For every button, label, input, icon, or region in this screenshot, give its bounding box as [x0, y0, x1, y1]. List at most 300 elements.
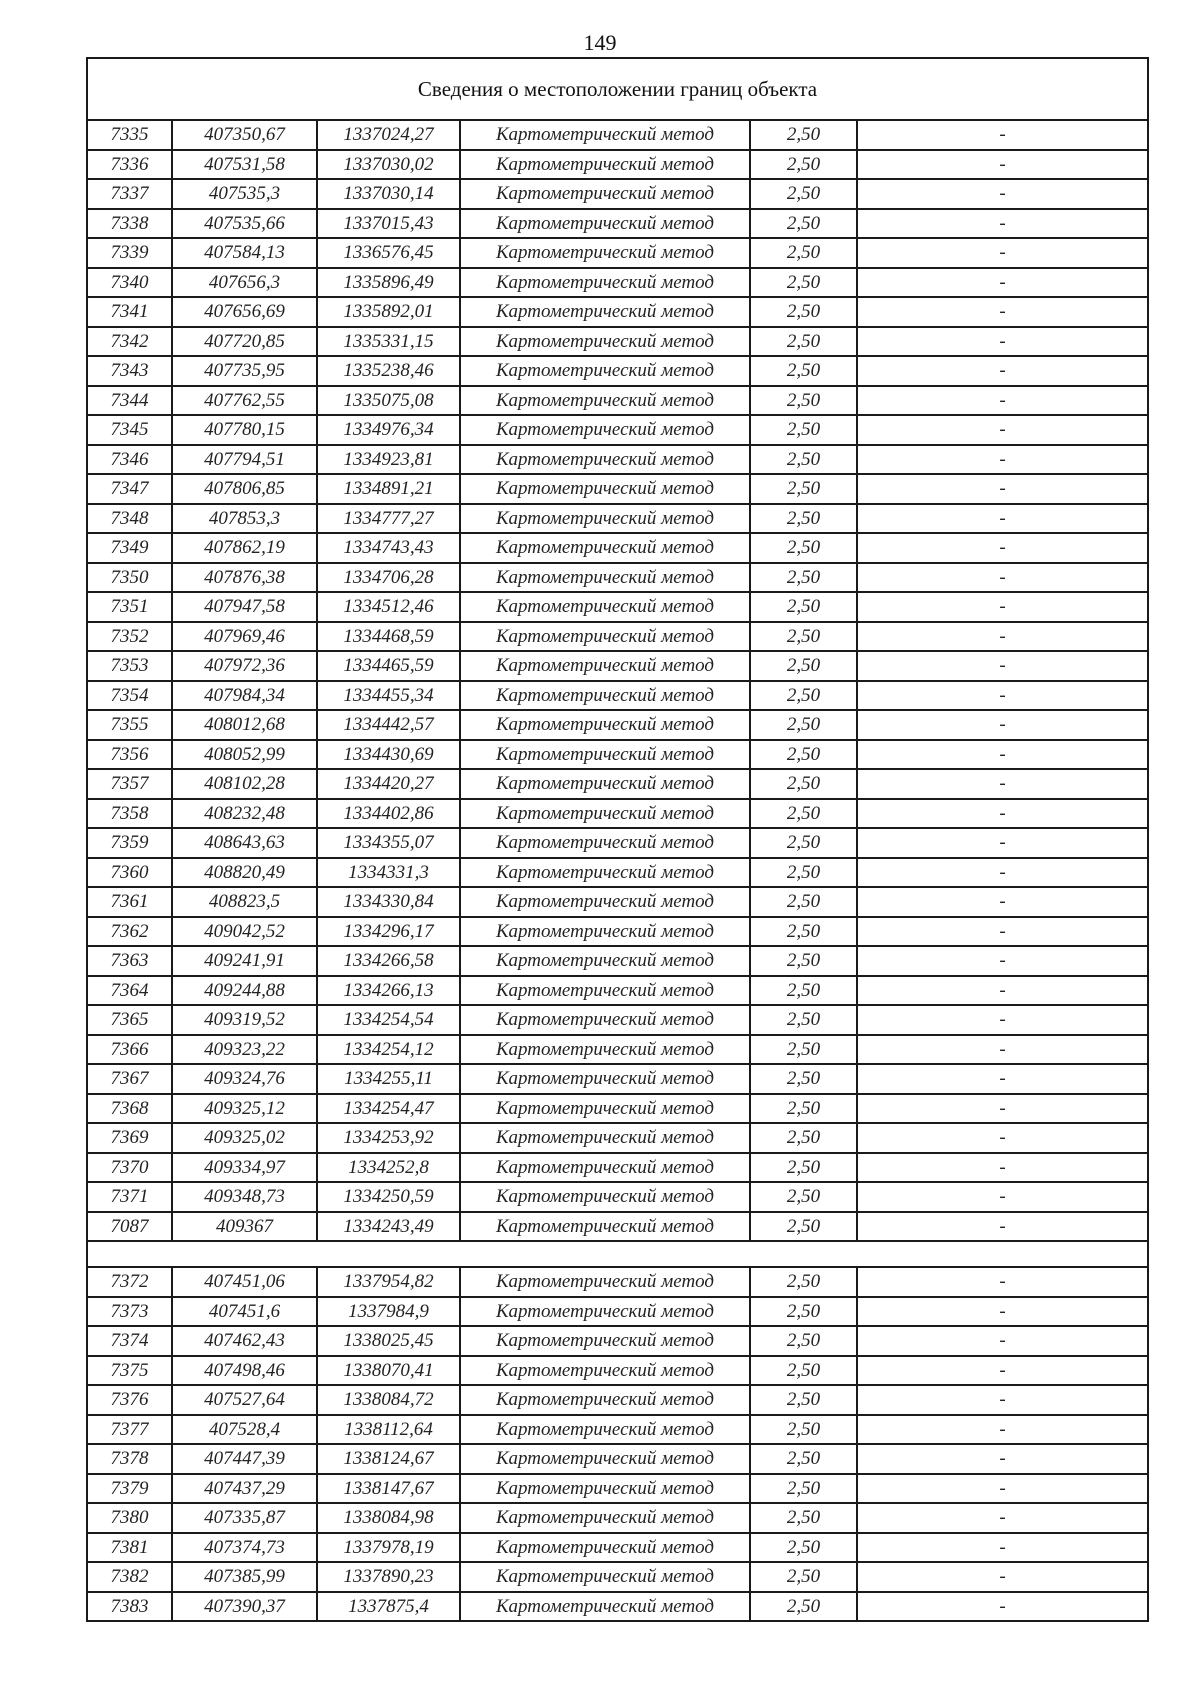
y-coordinate-cell: 1338124,67	[317, 1444, 460, 1474]
point-number-cell: 7361	[87, 887, 172, 917]
method-cell: Картометрический метод	[460, 887, 750, 917]
accuracy-cell: 2,50	[750, 1474, 857, 1504]
table-row	[87, 769, 1148, 799]
description-cell: -	[857, 1474, 1148, 1504]
description-cell: -	[857, 1385, 1148, 1415]
y-coordinate-cell: 1337890,23	[317, 1562, 460, 1592]
table-row	[87, 976, 1148, 1006]
accuracy-cell: 2,50	[750, 1297, 857, 1327]
table-row	[87, 504, 1148, 534]
table-row	[87, 563, 1148, 593]
y-coordinate-cell: 1338084,72	[317, 1385, 460, 1415]
y-coordinate-cell: 1334266,58	[317, 946, 460, 976]
x-coordinate-cell: 407876,38	[172, 563, 317, 593]
point-number-cell: 7380	[87, 1503, 172, 1533]
x-coordinate-cell: 407350,67	[172, 120, 317, 150]
method-cell: Картометрический метод	[460, 946, 750, 976]
description-cell: -	[857, 415, 1148, 445]
y-coordinate-cell: 1334430,69	[317, 740, 460, 770]
method-cell: Картометрический метод	[460, 179, 750, 209]
method-cell: Картометрический метод	[460, 1094, 750, 1124]
table-row	[87, 327, 1148, 357]
point-number-cell: 7349	[87, 533, 172, 563]
accuracy-cell: 2,50	[750, 651, 857, 681]
accuracy-cell: 2,50	[750, 769, 857, 799]
x-coordinate-cell: 407656,69	[172, 297, 317, 327]
accuracy-cell: 2,50	[750, 120, 857, 150]
method-cell: Картометрический метод	[460, 1444, 750, 1474]
group-separator-row	[87, 1241, 1148, 1267]
method-cell: Картометрический метод	[460, 917, 750, 947]
method-cell: Картометрический метод	[460, 1035, 750, 1065]
y-coordinate-cell: 1336576,45	[317, 238, 460, 268]
x-coordinate-cell: 407806,85	[172, 474, 317, 504]
description-cell: -	[857, 1064, 1148, 1094]
accuracy-cell: 2,50	[750, 1326, 857, 1356]
accuracy-cell: 2,50	[750, 1094, 857, 1124]
point-number-cell: 7344	[87, 386, 172, 416]
x-coordinate-cell: 408820,49	[172, 858, 317, 888]
accuracy-cell: 2,50	[750, 976, 857, 1006]
table-row	[87, 150, 1148, 180]
description-cell: -	[857, 1562, 1148, 1592]
point-number-cell: 7351	[87, 592, 172, 622]
description-cell: -	[857, 651, 1148, 681]
x-coordinate-cell: 407374,73	[172, 1533, 317, 1563]
x-coordinate-cell: 407780,15	[172, 415, 317, 445]
accuracy-cell: 2,50	[750, 474, 857, 504]
description-cell: -	[857, 120, 1148, 150]
table-row	[87, 1212, 1148, 1242]
x-coordinate-cell: 407447,39	[172, 1444, 317, 1474]
description-cell: -	[857, 474, 1148, 504]
accuracy-cell: 2,50	[750, 1444, 857, 1474]
x-coordinate-cell: 407972,36	[172, 651, 317, 681]
description-cell: -	[857, 1005, 1148, 1035]
point-number-cell: 7359	[87, 828, 172, 858]
description-cell: -	[857, 1326, 1148, 1356]
description-cell: -	[857, 1297, 1148, 1327]
y-coordinate-cell: 1334331,3	[317, 858, 460, 888]
accuracy-cell: 2,50	[750, 917, 857, 947]
x-coordinate-cell: 409244,88	[172, 976, 317, 1006]
accuracy-cell: 2,50	[750, 1212, 857, 1242]
description-cell: -	[857, 268, 1148, 298]
x-coordinate-cell: 409334,97	[172, 1153, 317, 1183]
description-cell: -	[857, 297, 1148, 327]
method-cell: Картометрический метод	[460, 356, 750, 386]
point-number-cell: 7363	[87, 946, 172, 976]
table-row	[87, 268, 1148, 298]
table-row	[87, 1562, 1148, 1592]
table-row	[87, 179, 1148, 209]
method-cell: Картометрический метод	[460, 1005, 750, 1035]
x-coordinate-cell: 407335,87	[172, 1503, 317, 1533]
point-number-cell: 7375	[87, 1356, 172, 1386]
y-coordinate-cell: 1334296,17	[317, 917, 460, 947]
y-coordinate-cell: 1337024,27	[317, 120, 460, 150]
x-coordinate-cell: 409325,12	[172, 1094, 317, 1124]
y-coordinate-cell: 1334243,49	[317, 1212, 460, 1242]
y-coordinate-cell: 1337015,43	[317, 209, 460, 239]
point-number-cell: 7335	[87, 120, 172, 150]
accuracy-cell: 2,50	[750, 1182, 857, 1212]
table-row	[87, 386, 1148, 416]
point-number-cell: 7343	[87, 356, 172, 386]
point-number-cell: 7348	[87, 504, 172, 534]
method-cell: Картометрический метод	[460, 445, 750, 475]
y-coordinate-cell: 1335075,08	[317, 386, 460, 416]
table-row	[87, 1153, 1148, 1183]
y-coordinate-cell: 1334355,07	[317, 828, 460, 858]
description-cell: -	[857, 1415, 1148, 1445]
accuracy-cell: 2,50	[750, 1385, 857, 1415]
description-cell: -	[857, 1592, 1148, 1622]
point-number-cell: 7341	[87, 297, 172, 327]
point-number-cell: 7367	[87, 1064, 172, 1094]
point-number-cell: 7372	[87, 1267, 172, 1297]
accuracy-cell: 2,50	[750, 1356, 857, 1386]
point-number-cell: 7353	[87, 651, 172, 681]
accuracy-cell: 2,50	[750, 327, 857, 357]
method-cell: Картометрический метод	[460, 1297, 750, 1327]
x-coordinate-cell: 407969,46	[172, 622, 317, 652]
table-row	[87, 297, 1148, 327]
point-number-cell: 7087	[87, 1212, 172, 1242]
point-number-cell: 7342	[87, 327, 172, 357]
y-coordinate-cell: 1337978,19	[317, 1533, 460, 1563]
accuracy-cell: 2,50	[750, 209, 857, 239]
y-coordinate-cell: 1334250,59	[317, 1182, 460, 1212]
method-cell: Картометрический метод	[460, 740, 750, 770]
y-coordinate-cell: 1334442,57	[317, 710, 460, 740]
y-coordinate-cell: 1334976,34	[317, 415, 460, 445]
y-coordinate-cell: 1338070,41	[317, 1356, 460, 1386]
x-coordinate-cell: 407390,37	[172, 1592, 317, 1622]
accuracy-cell: 2,50	[750, 1035, 857, 1065]
y-coordinate-cell: 1334402,86	[317, 799, 460, 829]
point-number-cell: 7340	[87, 268, 172, 298]
table-title: Сведения о местоположении границ объекта	[87, 58, 1148, 120]
x-coordinate-cell: 407385,99	[172, 1562, 317, 1592]
description-cell: -	[857, 1212, 1148, 1242]
point-number-cell: 7368	[87, 1094, 172, 1124]
accuracy-cell: 2,50	[750, 1267, 857, 1297]
y-coordinate-cell: 1337954,82	[317, 1267, 460, 1297]
table-row	[87, 1533, 1148, 1563]
accuracy-cell: 2,50	[750, 1415, 857, 1445]
y-coordinate-cell: 1334923,81	[317, 445, 460, 475]
description-cell: -	[857, 1444, 1148, 1474]
x-coordinate-cell: 407462,43	[172, 1326, 317, 1356]
accuracy-cell: 2,50	[750, 740, 857, 770]
point-number-cell: 7352	[87, 622, 172, 652]
x-coordinate-cell: 408052,99	[172, 740, 317, 770]
method-cell: Картометрический метод	[460, 651, 750, 681]
method-cell: Картометрический метод	[460, 1182, 750, 1212]
x-coordinate-cell: 407984,34	[172, 681, 317, 711]
description-cell: -	[857, 1533, 1148, 1563]
accuracy-cell: 2,50	[750, 563, 857, 593]
method-cell: Картометрический метод	[460, 1385, 750, 1415]
y-coordinate-cell: 1338084,98	[317, 1503, 460, 1533]
accuracy-cell: 2,50	[750, 150, 857, 180]
accuracy-cell: 2,50	[750, 1005, 857, 1035]
y-coordinate-cell: 1334465,59	[317, 651, 460, 681]
description-cell: -	[857, 976, 1148, 1006]
point-number-cell: 7360	[87, 858, 172, 888]
accuracy-cell: 2,50	[750, 592, 857, 622]
description-cell: -	[857, 563, 1148, 593]
accuracy-cell: 2,50	[750, 799, 857, 829]
x-coordinate-cell: 407947,58	[172, 592, 317, 622]
point-number-cell: 7365	[87, 1005, 172, 1035]
x-coordinate-cell: 407862,19	[172, 533, 317, 563]
page-number: 149	[583, 30, 617, 55]
y-coordinate-cell: 1334706,28	[317, 563, 460, 593]
method-cell: Картометрический метод	[460, 327, 750, 357]
point-number-cell: 7371	[87, 1182, 172, 1212]
method-cell: Картометрический метод	[460, 1415, 750, 1445]
point-number-cell: 7337	[87, 179, 172, 209]
x-coordinate-cell: 408102,28	[172, 769, 317, 799]
y-coordinate-cell: 1334253,92	[317, 1123, 460, 1153]
x-coordinate-cell: 409348,73	[172, 1182, 317, 1212]
y-coordinate-cell: 1334468,59	[317, 622, 460, 652]
point-number-cell: 7346	[87, 445, 172, 475]
x-coordinate-cell: 407531,58	[172, 150, 317, 180]
accuracy-cell: 2,50	[750, 268, 857, 298]
table-row	[87, 474, 1148, 504]
x-coordinate-cell: 407498,46	[172, 1356, 317, 1386]
method-cell: Картометрический метод	[460, 120, 750, 150]
y-coordinate-cell: 1334777,27	[317, 504, 460, 534]
table-row	[87, 1592, 1148, 1622]
method-cell: Картометрический метод	[460, 622, 750, 652]
point-number-cell: 7369	[87, 1123, 172, 1153]
method-cell: Картометрический метод	[460, 415, 750, 445]
table-row	[87, 1035, 1148, 1065]
x-coordinate-cell: 408643,63	[172, 828, 317, 858]
point-number-cell: 7357	[87, 769, 172, 799]
x-coordinate-cell: 407437,29	[172, 1474, 317, 1504]
method-cell: Картометрический метод	[460, 1326, 750, 1356]
table-row	[87, 1326, 1148, 1356]
y-coordinate-cell: 1334455,34	[317, 681, 460, 711]
description-cell: -	[857, 740, 1148, 770]
description-cell: -	[857, 769, 1148, 799]
method-cell: Картометрический метод	[460, 1153, 750, 1183]
table-row	[87, 1005, 1148, 1035]
accuracy-cell: 2,50	[750, 415, 857, 445]
table-row	[87, 1444, 1148, 1474]
y-coordinate-cell: 1334254,12	[317, 1035, 460, 1065]
y-coordinate-cell: 1334255,11	[317, 1064, 460, 1094]
table-row	[87, 1385, 1148, 1415]
method-cell: Картометрический метод	[460, 1474, 750, 1504]
x-coordinate-cell: 408232,48	[172, 799, 317, 829]
boundary-coordinates-table	[86, 57, 1149, 1622]
point-number-cell: 7358	[87, 799, 172, 829]
accuracy-cell: 2,50	[750, 1503, 857, 1533]
accuracy-cell: 2,50	[750, 533, 857, 563]
x-coordinate-cell: 407762,55	[172, 386, 317, 416]
x-coordinate-cell: 407853,3	[172, 504, 317, 534]
accuracy-cell: 2,50	[750, 1592, 857, 1622]
method-cell: Картометрический метод	[460, 563, 750, 593]
x-coordinate-cell: 407720,85	[172, 327, 317, 357]
table-title-row	[87, 58, 1148, 120]
method-cell: Картометрический метод	[460, 858, 750, 888]
accuracy-cell: 2,50	[750, 858, 857, 888]
method-cell: Картометрический метод	[460, 1503, 750, 1533]
y-coordinate-cell: 1335892,01	[317, 297, 460, 327]
x-coordinate-cell: 409319,52	[172, 1005, 317, 1035]
description-cell: -	[857, 1094, 1148, 1124]
point-number-cell: 7356	[87, 740, 172, 770]
x-coordinate-cell: 407584,13	[172, 238, 317, 268]
y-coordinate-cell: 1334330,84	[317, 887, 460, 917]
y-coordinate-cell: 1334252,8	[317, 1153, 460, 1183]
table-row	[87, 1415, 1148, 1445]
method-cell: Картометрический метод	[460, 533, 750, 563]
point-number-cell: 7374	[87, 1326, 172, 1356]
description-cell: -	[857, 1182, 1148, 1212]
description-cell: -	[857, 533, 1148, 563]
point-number-cell: 7345	[87, 415, 172, 445]
table-row	[87, 1503, 1148, 1533]
x-coordinate-cell: 409367	[172, 1212, 317, 1242]
x-coordinate-cell: 407451,6	[172, 1297, 317, 1327]
table-row	[87, 445, 1148, 475]
x-coordinate-cell: 409241,91	[172, 946, 317, 976]
table-row	[87, 828, 1148, 858]
y-coordinate-cell: 1334743,43	[317, 533, 460, 563]
table-row	[87, 120, 1148, 150]
x-coordinate-cell: 408823,5	[172, 887, 317, 917]
accuracy-cell: 2,50	[750, 356, 857, 386]
point-number-cell: 7378	[87, 1444, 172, 1474]
table-row	[87, 740, 1148, 770]
method-cell: Картометрический метод	[460, 386, 750, 416]
x-coordinate-cell: 407451,06	[172, 1267, 317, 1297]
description-cell: -	[857, 799, 1148, 829]
table-row	[87, 681, 1148, 711]
x-coordinate-cell: 407735,95	[172, 356, 317, 386]
x-coordinate-cell: 409323,22	[172, 1035, 317, 1065]
y-coordinate-cell: 1334420,27	[317, 769, 460, 799]
x-coordinate-cell: 409325,02	[172, 1123, 317, 1153]
table-row	[87, 238, 1148, 268]
accuracy-cell: 2,50	[750, 445, 857, 475]
method-cell: Картометрический метод	[460, 799, 750, 829]
method-cell: Картометрический метод	[460, 592, 750, 622]
method-cell: Картометрический метод	[460, 1123, 750, 1153]
table-row	[87, 1064, 1148, 1094]
table-row	[87, 1123, 1148, 1153]
point-number-cell: 7366	[87, 1035, 172, 1065]
table-row	[87, 415, 1148, 445]
x-coordinate-cell: 407528,4	[172, 1415, 317, 1445]
point-number-cell: 7347	[87, 474, 172, 504]
accuracy-cell: 2,50	[750, 504, 857, 534]
description-cell: -	[857, 327, 1148, 357]
group-separator-cell	[87, 1241, 1148, 1267]
x-coordinate-cell: 407794,51	[172, 445, 317, 475]
description-cell: -	[857, 858, 1148, 888]
description-cell: -	[857, 386, 1148, 416]
table-row	[87, 887, 1148, 917]
accuracy-cell: 2,50	[750, 681, 857, 711]
method-cell: Картометрический метод	[460, 1356, 750, 1386]
y-coordinate-cell: 1335238,46	[317, 356, 460, 386]
description-cell: -	[857, 946, 1148, 976]
method-cell: Картометрический метод	[460, 504, 750, 534]
point-number-cell: 7364	[87, 976, 172, 1006]
point-number-cell: 7339	[87, 238, 172, 268]
method-cell: Картометрический метод	[460, 1592, 750, 1622]
accuracy-cell: 2,50	[750, 946, 857, 976]
table-row	[87, 533, 1148, 563]
method-cell: Картометрический метод	[460, 268, 750, 298]
x-coordinate-cell: 407535,66	[172, 209, 317, 239]
point-number-cell: 7379	[87, 1474, 172, 1504]
point-number-cell: 7338	[87, 209, 172, 239]
method-cell: Картометрический метод	[460, 1267, 750, 1297]
point-number-cell: 7362	[87, 917, 172, 947]
table-row	[87, 1356, 1148, 1386]
y-coordinate-cell: 1337030,02	[317, 150, 460, 180]
y-coordinate-cell: 1337984,9	[317, 1297, 460, 1327]
table-row	[87, 1474, 1148, 1504]
y-coordinate-cell: 1334891,21	[317, 474, 460, 504]
method-cell: Картометрический метод	[460, 828, 750, 858]
accuracy-cell: 2,50	[750, 828, 857, 858]
description-cell: -	[857, 917, 1148, 947]
y-coordinate-cell: 1334254,47	[317, 1094, 460, 1124]
description-cell: -	[857, 356, 1148, 386]
method-cell: Картометрический метод	[460, 1064, 750, 1094]
description-cell: -	[857, 592, 1148, 622]
table-row	[87, 1267, 1148, 1297]
method-cell: Картометрический метод	[460, 150, 750, 180]
accuracy-cell: 2,50	[750, 887, 857, 917]
point-number-cell: 7377	[87, 1415, 172, 1445]
method-cell: Картометрический метод	[460, 1562, 750, 1592]
point-number-cell: 7336	[87, 150, 172, 180]
accuracy-cell: 2,50	[750, 622, 857, 652]
point-number-cell: 7383	[87, 1592, 172, 1622]
description-cell: -	[857, 504, 1148, 534]
y-coordinate-cell: 1334266,13	[317, 976, 460, 1006]
accuracy-cell: 2,50	[750, 386, 857, 416]
y-coordinate-cell: 1335331,15	[317, 327, 460, 357]
point-number-cell: 7350	[87, 563, 172, 593]
accuracy-cell: 2,50	[750, 179, 857, 209]
description-cell: -	[857, 209, 1148, 239]
accuracy-cell: 2,50	[750, 710, 857, 740]
accuracy-cell: 2,50	[750, 1064, 857, 1094]
method-cell: Картометрический метод	[460, 681, 750, 711]
table-row	[87, 1182, 1148, 1212]
table-row	[87, 710, 1148, 740]
description-cell: -	[857, 828, 1148, 858]
table-row	[87, 356, 1148, 386]
accuracy-cell: 2,50	[750, 238, 857, 268]
y-coordinate-cell: 1338025,45	[317, 1326, 460, 1356]
description-cell: -	[857, 1123, 1148, 1153]
table-row	[87, 209, 1148, 239]
